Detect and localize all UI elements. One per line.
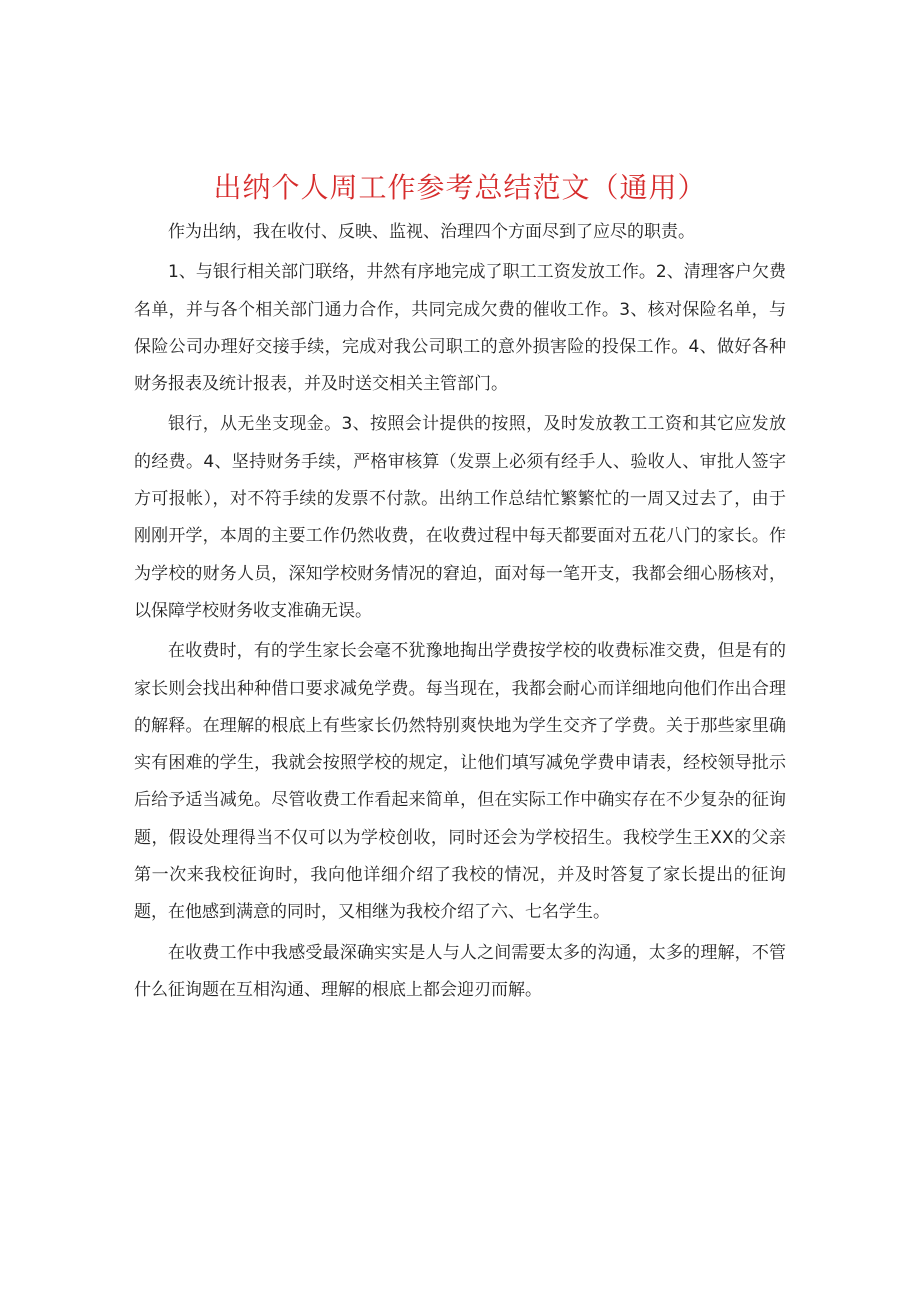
paragraph-5: 在收费工作中我感受最深确实实是人与人之间需要太多的沟通，太多的理解，不管什么征询题在互相沟通、理解的根底上都会迎刃而解。 xyxy=(134,942,786,1000)
paragraph-2: 1、与银行相关部门联络，井然有序地完成了职工工资发放工作。2、清理客户欠费名单，并与各个相关部门通力合作，共同完成欠费的催收工作。3、核对保险名单，与保险公司办理好交接手续，完成对我公司职工的意外损害险的投保工作。4、做好各种财务报表及统计报表，并及时送交相关主管部门。 xyxy=(134,262,786,395)
paragraph-1: 作为出纳，我在收付、反映、监视、治理四个方面尽到了应尽的职责。 xyxy=(168,222,695,242)
paragraph-3: 银行，从无坐支现金。3、按照会计提供的按照，及时发放教工工资和其它应发放的经费。4、坚持财务手续，严格审核算（发票上必须有经手人、验收人、审批人签字方可报帐），对不符手续的发票不付款。出纳工作总结忙繁繁忙的一周又过去了，由于刚刚开学，本周的主要工作仍然收费，在收费过程中每天都要面对五花八门的家长。作为学校的财务人员，深知学校财务情况的窘迫，面对每一笔开支，我都会细心肠核对，以保障学校财务收支准确无误。 xyxy=(134,414,786,621)
document-title: 出纳个人周工作参考总结范文（通用） xyxy=(213,171,707,204)
document-body xyxy=(134,214,786,1012)
paragraph-4: 在收费时，有的学生家长会毫不犹豫地掏出学费按学校的收费标准交费，但是有的家长则会找出种种借口要求减免学费。每当现在，我都会耐心而详细地向他们作出合理的解释。在理解的根底上有些家长仍然特别爽快地为学生交齐了学费。关于那些家里确实有困难的学生，我就会按照学校的规定，让他们填写减免学费申请表，经校领导批示后给予适当减免。尽管收费工作看起来简单，但在实际工作中确实存在不少复杂的征询题，假设处理得当不仅可以为学校创收，同时还会为学校招生。我校学生王XX的父亲第一次来我校征询时，我向他详细介绍了我校的情况，并及时答复了家长提出的征询题，在他感到满意的同时，又相继为我校介绍了六、七名学生。 xyxy=(134,641,786,923)
